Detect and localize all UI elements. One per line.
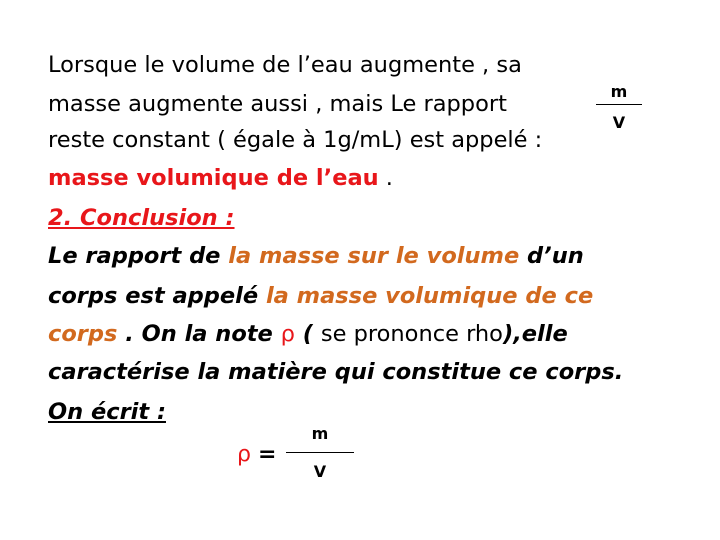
fraction-bar [596, 104, 642, 105]
conclusion-l1-highlight: la masse sur le volume [228, 243, 520, 269]
text-line-4 [48, 163, 393, 193]
conclusion-l3-c: ( [294, 321, 321, 347]
rho-symbol: ρ [280, 321, 295, 347]
text-line-3: reste constant ( égale à 1g/mL) est appelé : [48, 127, 543, 153]
fraction-denominator: V [612, 113, 626, 132]
conclusion-l1-a: Le rapport de [48, 243, 229, 269]
formula-numerator: m [311, 424, 329, 443]
term-masse-volumique-eau: masse volumique de l’eau [48, 165, 379, 191]
formula-rho: ρ [237, 442, 251, 467]
conclusion-l2-a: corps est appelé [48, 283, 266, 309]
conclusion-line-2 [48, 281, 593, 311]
conclusion-l1-c: d’un [519, 243, 584, 269]
conclusion-line-3 [48, 319, 568, 349]
conclusion-l3-pronounce: se prononce rho [320, 321, 503, 347]
formula-fraction [286, 422, 354, 484]
formula-lhs [237, 442, 276, 467]
formula-bar [286, 452, 354, 453]
conclusion-line-1 [48, 241, 584, 271]
conclusion-l3-b: . On la note [117, 321, 281, 347]
conclusion-line-4: caractérise la matière qui constitue ce corps. [48, 359, 624, 385]
fraction-numerator: m [610, 82, 628, 101]
text-line-2: masse augmente aussi , mais Le rapport [48, 91, 507, 117]
ratio-fraction [596, 82, 642, 132]
conclusion-l2-highlight: la masse volumique de ce [265, 283, 594, 309]
conclusion-line-5: On écrit : [48, 399, 166, 425]
term-end: . [378, 165, 393, 191]
conclusion-l3-e: ),elle [502, 321, 568, 347]
text-line-1: Lorsque le volume de l’eau augmente , sa [48, 52, 522, 78]
section-heading: 2. Conclusion : [48, 205, 235, 231]
formula-equals: = [257, 442, 277, 467]
formula-denominator: V [313, 462, 327, 481]
conclusion-l3-corps: corps [48, 321, 118, 347]
